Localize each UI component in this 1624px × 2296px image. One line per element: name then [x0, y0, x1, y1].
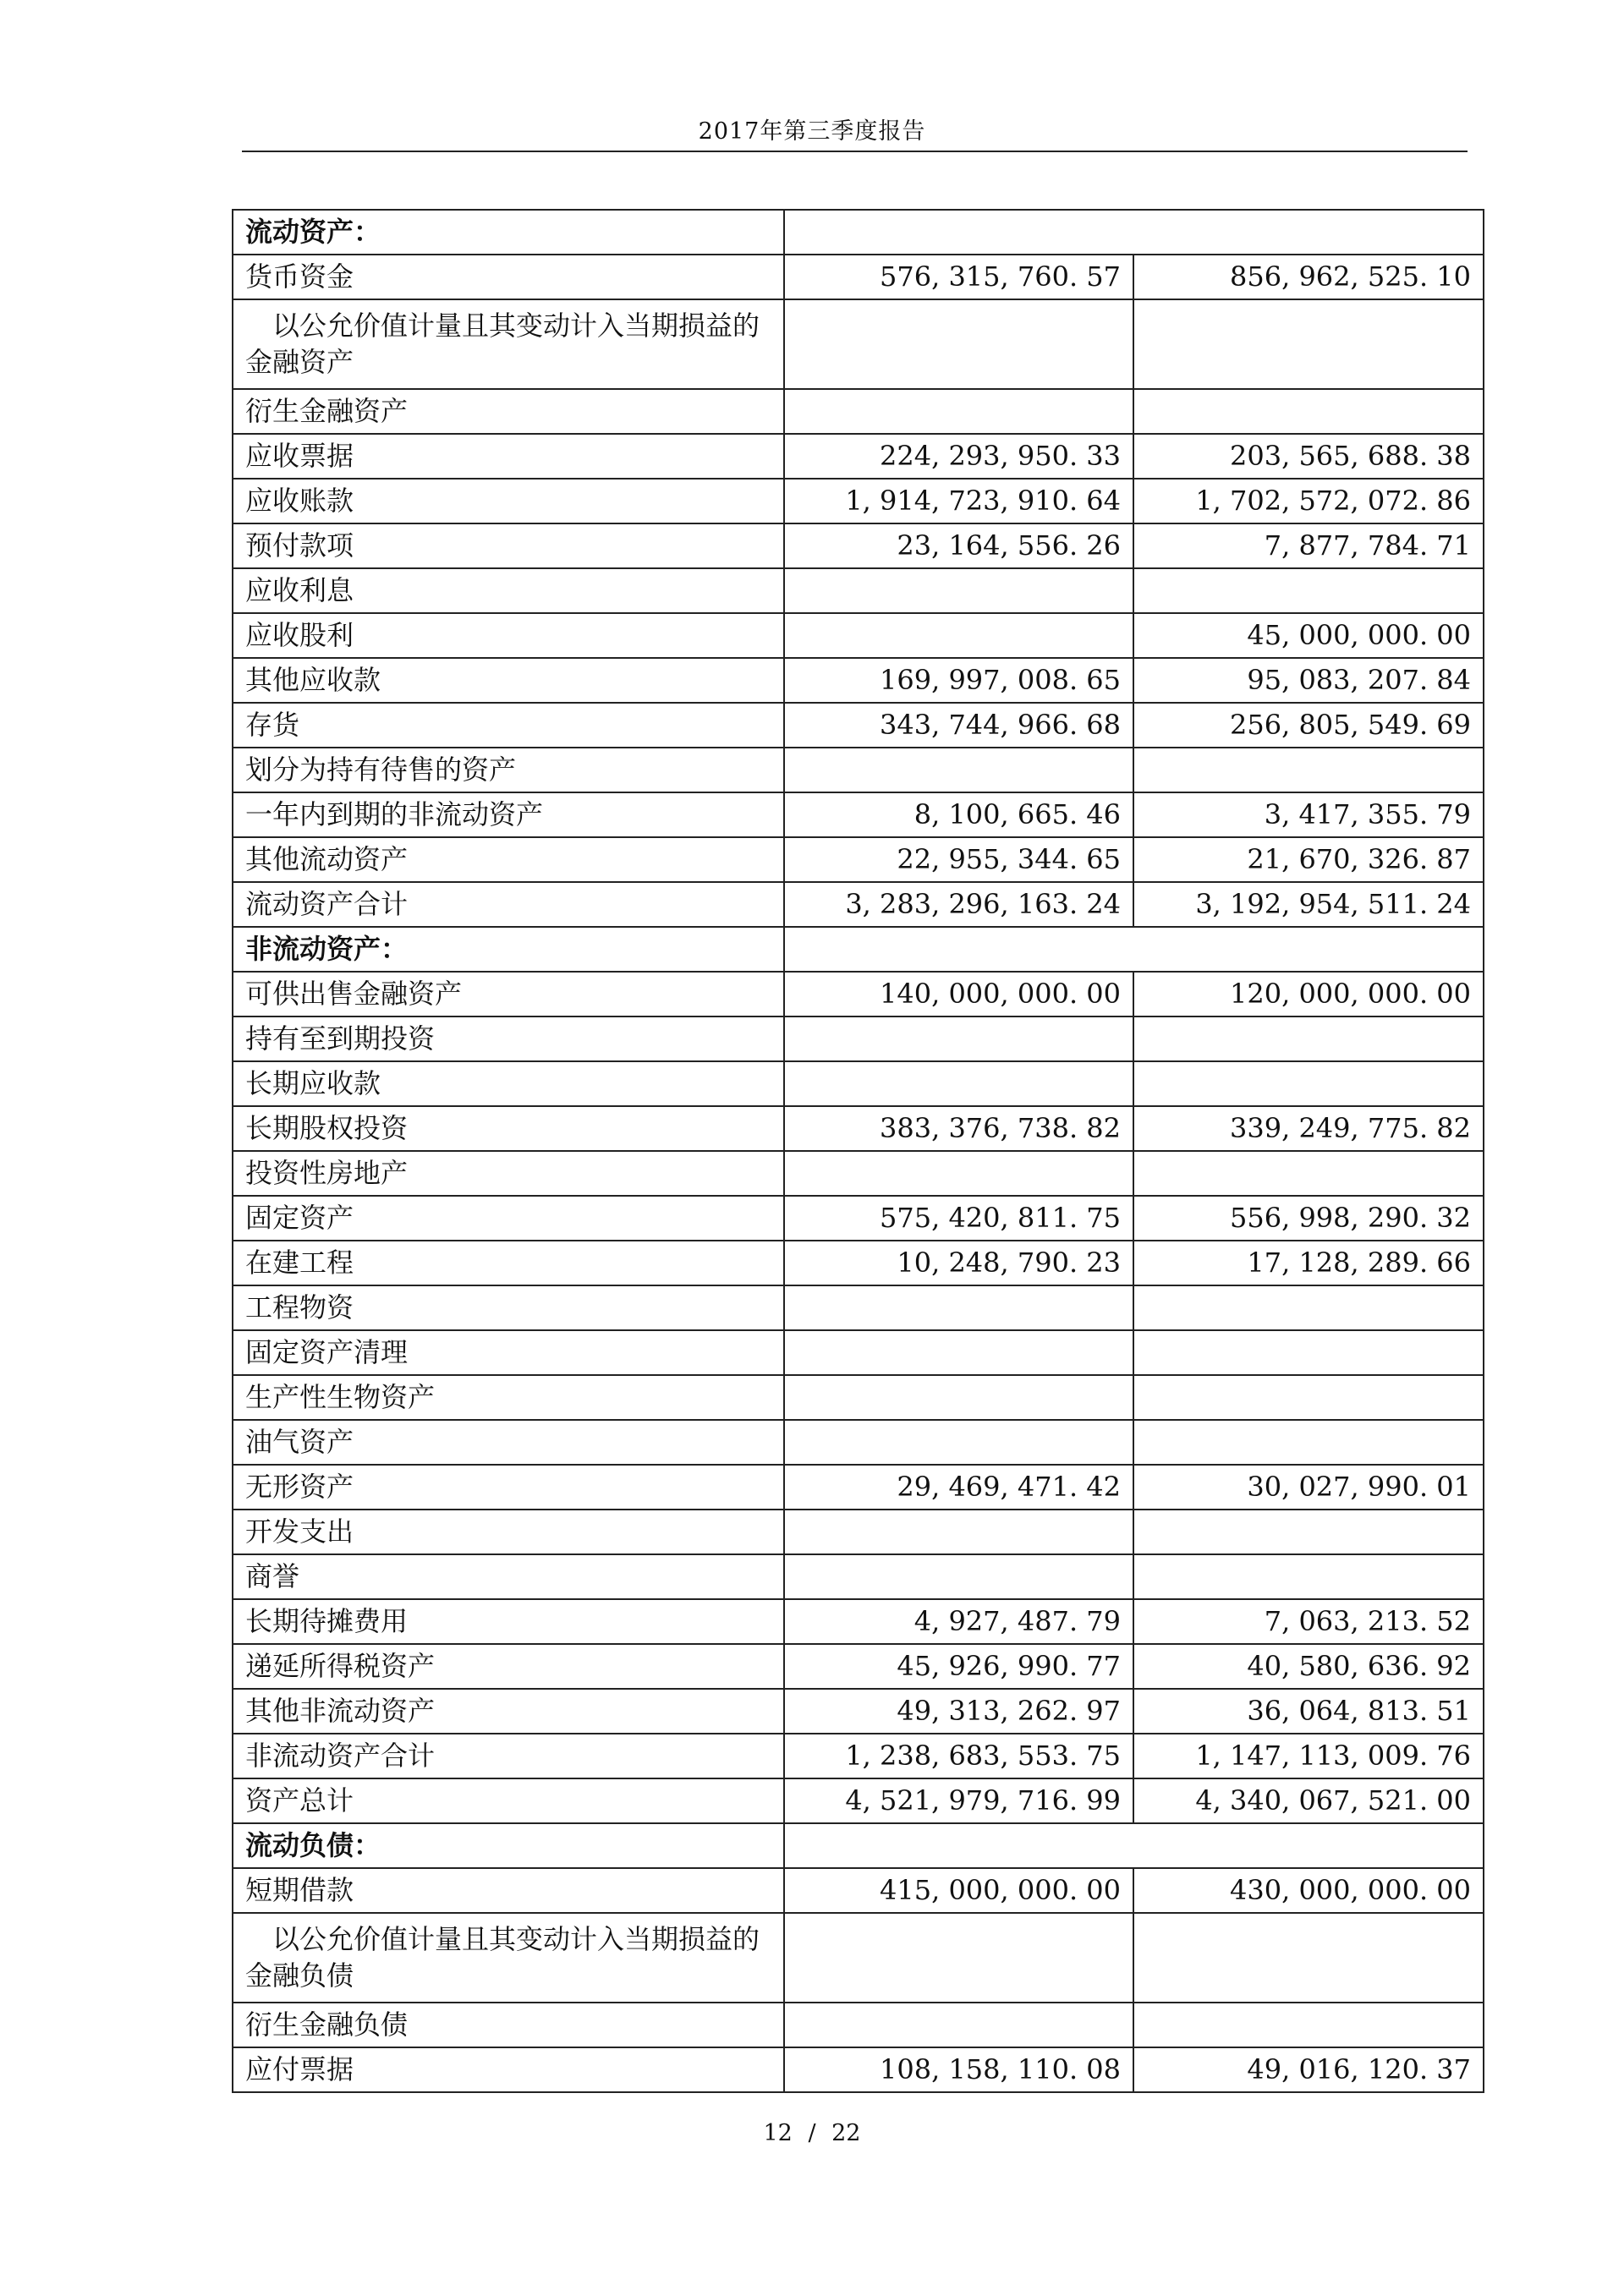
row-label: 在建工程 [233, 1241, 784, 1285]
row-label: 其他应收款 [233, 658, 784, 703]
table-row [233, 1465, 1484, 1510]
current-period-value: 576, 315, 760. 57 [784, 255, 1133, 299]
current-period-value: 45, 926, 990. 77 [784, 1644, 1133, 1689]
section-label: 非流动资产： [233, 927, 784, 972]
row-label: 固定资产 [233, 1196, 784, 1241]
current-period-value [784, 1913, 1133, 2003]
current-period-value [784, 1016, 1133, 1061]
prior-period-value: 430, 000, 000. 00 [1133, 1868, 1484, 1913]
prior-period-value: 339, 249, 775. 82 [1133, 1106, 1484, 1151]
prior-period-value: 36, 064, 813. 51 [1133, 1689, 1484, 1734]
prior-period-value: 1, 147, 113, 009. 76 [1133, 1734, 1484, 1778]
row-label: 应付票据 [233, 2047, 784, 2092]
table-row [233, 748, 1484, 792]
current-period-value [784, 2003, 1133, 2047]
row-label: 油气资产 [233, 1420, 784, 1465]
row-label: 商誉 [233, 1554, 784, 1599]
current-period-value [784, 748, 1133, 792]
row-label: 开发支出 [233, 1510, 784, 1554]
table-row [233, 703, 1484, 748]
section-row [233, 1823, 1484, 1868]
table-row [233, 568, 1484, 613]
section-row [233, 927, 1484, 972]
row-label: 应收利息 [233, 568, 784, 613]
prior-period-value [1133, 748, 1484, 792]
table-row [233, 1196, 1484, 1241]
page-header-title: 2017年第三季度报告 [698, 118, 926, 145]
table-row [233, 1420, 1484, 1465]
table-row [233, 837, 1484, 882]
table-row [233, 658, 1484, 703]
table-row [233, 479, 1484, 523]
row-label: 长期应收款 [233, 1061, 784, 1106]
current-period-value: 29, 469, 471. 42 [784, 1465, 1133, 1510]
table-row [233, 1151, 1484, 1196]
section-span-cell [784, 1823, 1484, 1868]
current-period-value: 49, 313, 262. 97 [784, 1689, 1133, 1734]
row-label: 存货 [233, 703, 784, 748]
current-period-value: 383, 376, 738. 82 [784, 1106, 1133, 1151]
prior-period-value: 256, 805, 549. 69 [1133, 703, 1484, 748]
table-row [233, 1330, 1484, 1375]
row-label: 工程物资 [233, 1285, 784, 1330]
total-row [233, 1778, 1484, 1823]
row-label: 固定资产清理 [233, 1330, 784, 1375]
row-label: 非流动资产合计 [233, 1734, 784, 1778]
current-period-value [784, 1151, 1133, 1196]
prior-period-value: 203, 565, 688. 38 [1133, 434, 1484, 479]
table-row [233, 434, 1484, 479]
current-period-value: 8, 100, 665. 46 [784, 792, 1133, 837]
current-period-value: 169, 997, 008. 65 [784, 658, 1133, 703]
row-label: 生产性生物资产 [233, 1375, 784, 1420]
table-row [233, 2003, 1484, 2047]
row-label: 货币资金 [233, 255, 784, 299]
table-row [233, 1689, 1484, 1734]
prior-period-value [1133, 568, 1484, 613]
prior-period-value: 17, 128, 289. 66 [1133, 1241, 1484, 1285]
prior-period-value: 856, 962, 525. 10 [1133, 255, 1484, 299]
current-period-value [784, 613, 1133, 658]
row-label: 可供出售金融资产 [233, 972, 784, 1016]
prior-period-value: 95, 083, 207. 84 [1133, 658, 1484, 703]
current-period-value: 140, 000, 000. 00 [784, 972, 1133, 1016]
section-span-cell [784, 210, 1484, 255]
current-period-value: 3, 283, 296, 163. 24 [784, 882, 1133, 927]
current-period-value: 10, 248, 790. 23 [784, 1241, 1133, 1285]
prior-period-value: 556, 998, 290. 32 [1133, 1196, 1484, 1241]
row-label: 其他流动资产 [233, 837, 784, 882]
prior-period-value [1133, 1285, 1484, 1330]
prior-period-value: 49, 016, 120. 37 [1133, 2047, 1484, 2092]
section-span-cell [784, 927, 1484, 972]
table-row [233, 1644, 1484, 1689]
row-label: 衍生金融负债 [233, 2003, 784, 2047]
current-period-value: 4, 927, 487. 79 [784, 1599, 1133, 1644]
prior-period-value: 30, 027, 990. 01 [1133, 1465, 1484, 1510]
table-row [233, 2047, 1484, 2092]
current-period-value [784, 1330, 1133, 1375]
current-period-value: 1, 238, 683, 553. 75 [784, 1734, 1133, 1778]
table-row [233, 523, 1484, 568]
table-row [233, 1375, 1484, 1420]
current-period-value [784, 1285, 1133, 1330]
table-row [233, 1061, 1484, 1106]
current-period-value: 575, 420, 811. 75 [784, 1196, 1133, 1241]
current-period-value [784, 1554, 1133, 1599]
table-row [233, 1554, 1484, 1599]
table-row [233, 1241, 1484, 1285]
table-row [233, 1913, 1484, 2003]
prior-period-value [1133, 1510, 1484, 1554]
current-period-value: 23, 164, 556. 26 [784, 523, 1133, 568]
section-label: 流动负债： [233, 1823, 784, 1868]
section-label: 流动资产： [233, 210, 784, 255]
current-period-value [784, 389, 1133, 434]
row-label: 一年内到期的非流动资产 [233, 792, 784, 837]
row-label: 应收账款 [233, 479, 784, 523]
current-period-value: 1, 914, 723, 910. 64 [784, 479, 1133, 523]
current-period-value: 108, 158, 110. 08 [784, 2047, 1133, 2092]
prior-period-value: 40, 580, 636. 92 [1133, 1644, 1484, 1689]
row-label: 应收票据 [233, 434, 784, 479]
table-row [233, 972, 1484, 1016]
current-period-value [784, 1420, 1133, 1465]
row-label: 长期股权投资 [233, 1106, 784, 1151]
prior-period-value [1133, 1016, 1484, 1061]
table-row [233, 613, 1484, 658]
current-period-value: 415, 000, 000. 00 [784, 1868, 1133, 1913]
prior-period-value [1133, 1151, 1484, 1196]
prior-period-value [1133, 1420, 1484, 1465]
current-period-value [784, 1510, 1133, 1554]
table-row [233, 1599, 1484, 1644]
prior-period-value [1133, 299, 1484, 389]
table-row [233, 1285, 1484, 1330]
prior-period-value [1133, 1375, 1484, 1420]
row-label: 投资性房地产 [233, 1151, 784, 1196]
prior-period-value [1133, 1913, 1484, 2003]
prior-period-value: 45, 000, 000. 00 [1133, 613, 1484, 658]
subtotal-row [233, 882, 1484, 927]
row-label: 衍生金融资产 [233, 389, 784, 434]
row-label: 递延所得税资产 [233, 1644, 784, 1689]
row-label: 短期借款 [233, 1868, 784, 1913]
row-label: 资产总计 [233, 1778, 784, 1823]
prior-period-value: 21, 670, 326. 87 [1133, 837, 1484, 882]
row-label: 以公允价值计量且其变动计入当期损益的金融资产 [233, 299, 784, 389]
table-row [233, 255, 1484, 299]
balance-sheet-table [232, 209, 1484, 2093]
current-period-value [784, 1061, 1133, 1106]
row-label: 无形资产 [233, 1465, 784, 1510]
row-label: 划分为持有待售的资产 [233, 748, 784, 792]
table-row [233, 792, 1484, 837]
current-period-value [784, 299, 1133, 389]
subtotal-row [233, 1734, 1484, 1778]
row-label: 流动资产合计 [233, 882, 784, 927]
prior-period-value: 120, 000, 000. 00 [1133, 972, 1484, 1016]
prior-period-value: 7, 063, 213. 52 [1133, 1599, 1484, 1644]
prior-period-value [1133, 389, 1484, 434]
row-label: 预付款项 [233, 523, 784, 568]
table-row [233, 1868, 1484, 1913]
row-label: 长期待摊费用 [233, 1599, 784, 1644]
prior-period-value [1133, 1554, 1484, 1599]
section-row [233, 210, 1484, 255]
row-label: 其他非流动资产 [233, 1689, 784, 1734]
header-divider [242, 151, 1468, 152]
prior-period-value: 7, 877, 784. 71 [1133, 523, 1484, 568]
table-row [233, 299, 1484, 389]
row-label: 应收股利 [233, 613, 784, 658]
table-row [233, 389, 1484, 434]
table-row [233, 1106, 1484, 1151]
prior-period-value [1133, 1330, 1484, 1375]
current-period-value [784, 1375, 1133, 1420]
prior-period-value: 3, 192, 954, 511. 24 [1133, 882, 1484, 927]
prior-period-value: 4, 340, 067, 521. 00 [1133, 1778, 1484, 1823]
prior-period-value [1133, 2003, 1484, 2047]
row-label: 以公允价值计量且其变动计入当期损益的金融负债 [233, 1913, 784, 2003]
prior-period-value: 1, 702, 572, 072. 86 [1133, 479, 1484, 523]
prior-period-value [1133, 1061, 1484, 1106]
page-number: 12 / 22 [763, 2120, 861, 2146]
current-period-value: 4, 521, 979, 716. 99 [784, 1778, 1133, 1823]
table-row [233, 1510, 1484, 1554]
row-label: 持有至到期投资 [233, 1016, 784, 1061]
current-period-value: 224, 293, 950. 33 [784, 434, 1133, 479]
current-period-value: 343, 744, 966. 68 [784, 703, 1133, 748]
current-period-value: 22, 955, 344. 65 [784, 837, 1133, 882]
prior-period-value: 3, 417, 355. 79 [1133, 792, 1484, 837]
table-row [233, 1016, 1484, 1061]
current-period-value [784, 568, 1133, 613]
